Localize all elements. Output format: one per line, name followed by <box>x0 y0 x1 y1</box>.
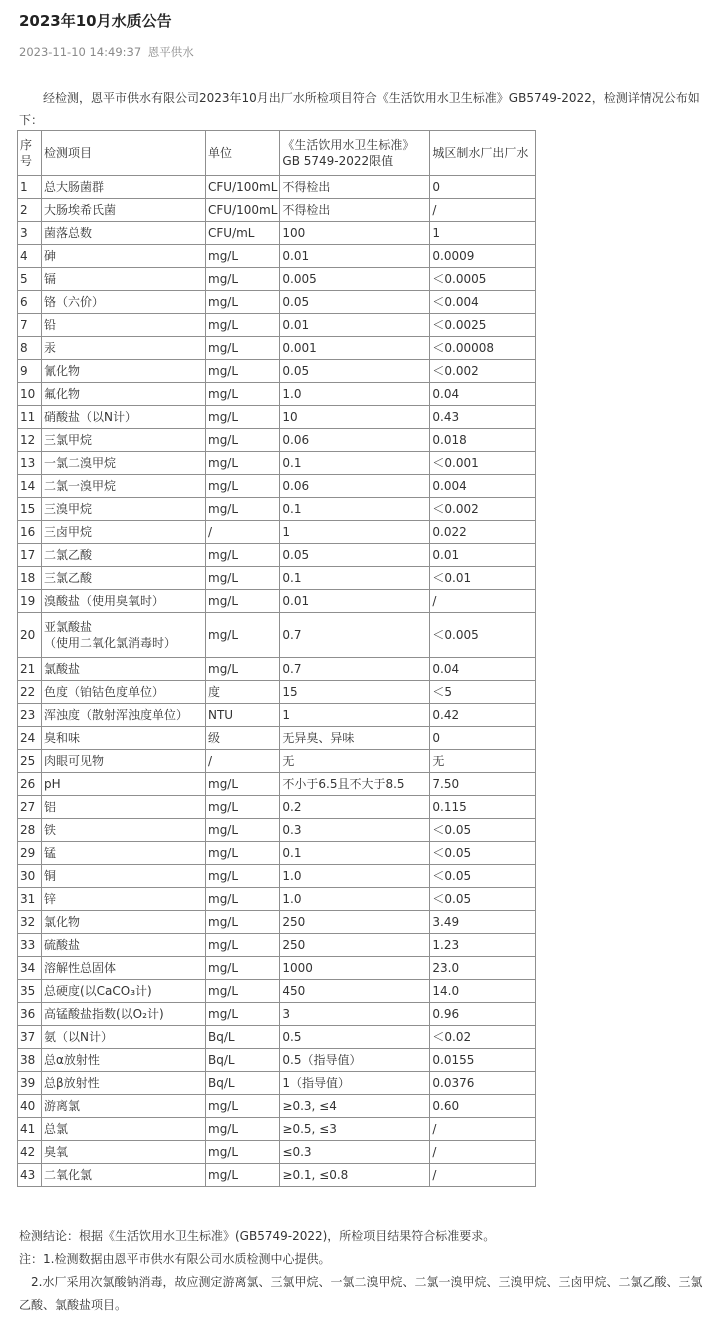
cell-unit: Bq/L <box>206 1072 280 1095</box>
cell-item: 氨（以N计） <box>42 1026 206 1049</box>
cell-no: 31 <box>18 888 42 911</box>
publish-date: 2023-11-10 14:49:37 <box>19 45 142 59</box>
header-item: 检测项目 <box>42 131 206 176</box>
cell-result: 23.0 <box>430 957 536 980</box>
cell-limit: 1 <box>280 521 430 544</box>
cell-no: 41 <box>18 1118 42 1141</box>
cell-unit: mg/L <box>206 429 280 452</box>
cell-limit: 0.05 <box>280 544 430 567</box>
table-row <box>18 1072 536 1095</box>
table-row <box>18 222 536 245</box>
cell-limit: 250 <box>280 934 430 957</box>
cell-item: 氰化物 <box>42 360 206 383</box>
cell-unit: CFU/100mL <box>206 199 280 222</box>
cell-limit: 0.1 <box>280 842 430 865</box>
table-row <box>18 291 536 314</box>
cell-item: 二氧化氯 <box>42 1164 206 1187</box>
header-result: 城区制水厂出厂水 <box>430 131 536 176</box>
cell-unit: mg/L <box>206 314 280 337</box>
cell-result: 1.23 <box>430 934 536 957</box>
cell-unit: mg/L <box>206 360 280 383</box>
table-row <box>18 544 536 567</box>
cell-no: 39 <box>18 1072 42 1095</box>
cell-result: ＜0.05 <box>430 819 536 842</box>
cell-no: 21 <box>18 658 42 681</box>
cell-result: 0.004 <box>430 475 536 498</box>
table-row <box>18 796 536 819</box>
cell-unit: mg/L <box>206 406 280 429</box>
cell-item: 锰 <box>42 842 206 865</box>
table-row <box>18 452 536 475</box>
cell-limit: 3 <box>280 1003 430 1026</box>
cell-limit: 0.7 <box>280 658 430 681</box>
article-meta <box>19 44 194 60</box>
cell-item: 氟化物 <box>42 383 206 406</box>
cell-unit: mg/L <box>206 865 280 888</box>
cell-result: / <box>430 1141 536 1164</box>
cell-no: 36 <box>18 1003 42 1026</box>
table-row <box>18 1118 536 1141</box>
cell-item-line2: （使用二氧化氯消毒时） <box>44 636 177 650</box>
cell-item: 镉 <box>42 268 206 291</box>
cell-no: 33 <box>18 934 42 957</box>
cell-unit: / <box>206 750 280 773</box>
table-row <box>18 314 536 337</box>
cell-unit: mg/L <box>206 796 280 819</box>
cell-limit: 0.05 <box>280 360 430 383</box>
table-row <box>18 590 536 613</box>
cell-item: 铝 <box>42 796 206 819</box>
cell-result: 0.01 <box>430 544 536 567</box>
cell-result: / <box>430 199 536 222</box>
table-row <box>18 842 536 865</box>
cell-unit: mg/L <box>206 337 280 360</box>
cell-limit: 0.5 <box>280 1026 430 1049</box>
cell-unit: mg/L <box>206 934 280 957</box>
cell-result: 0.0155 <box>430 1049 536 1072</box>
table-body <box>18 176 536 1187</box>
table-row <box>18 773 536 796</box>
cell-no: 34 <box>18 957 42 980</box>
cell-item: 二氯一溴甲烷 <box>42 475 206 498</box>
table-row <box>18 934 536 957</box>
table-row <box>18 681 536 704</box>
cell-item: 铬（六价） <box>42 291 206 314</box>
cell-unit: mg/L <box>206 842 280 865</box>
table-row <box>18 199 536 222</box>
cell-item: 铅 <box>42 314 206 337</box>
cell-item: 三氯乙酸 <box>42 567 206 590</box>
cell-result: 0.018 <box>430 429 536 452</box>
table-row <box>18 980 536 1003</box>
cell-limit: 0.5（指导值） <box>280 1049 430 1072</box>
table-row <box>18 819 536 842</box>
cell-unit: mg/L <box>206 567 280 590</box>
table-header-row <box>18 131 536 176</box>
cell-no: 5 <box>18 268 42 291</box>
cell-unit: mg/L <box>206 888 280 911</box>
table-row <box>18 727 536 750</box>
cell-limit: 1.0 <box>280 888 430 911</box>
note-2: 2.水厂采用次氯酸钠消毒，故应测定游离氯、三氯甲烷、一氯二溴甲烷、二氯一溴甲烷、三溴甲烷、三卤甲烷、二氯乙酸、三氯乙酸、氯酸盐项目。 <box>19 1275 703 1312</box>
cell-item: 总α放射性 <box>42 1049 206 1072</box>
cell-item: 臭和味 <box>42 727 206 750</box>
cell-no: 16 <box>18 521 42 544</box>
cell-unit: NTU <box>206 704 280 727</box>
cell-no: 28 <box>18 819 42 842</box>
cell-result: ＜0.02 <box>430 1026 536 1049</box>
cell-limit: 0.06 <box>280 475 430 498</box>
header-unit: 单位 <box>206 131 280 176</box>
cell-result: 0.42 <box>430 704 536 727</box>
cell-no: 7 <box>18 314 42 337</box>
cell-no: 12 <box>18 429 42 452</box>
table-row <box>18 360 536 383</box>
cell-limit: 0.005 <box>280 268 430 291</box>
cell-unit: mg/L <box>206 268 280 291</box>
cell-item: 总硬度(以CaCO₃计) <box>42 980 206 1003</box>
cell-result: 0.115 <box>430 796 536 819</box>
cell-unit: / <box>206 521 280 544</box>
cell-result: 无 <box>430 750 536 773</box>
cell-item: 高锰酸盐指数(以O₂计) <box>42 1003 206 1026</box>
cell-limit: 0.7 <box>280 613 430 658</box>
header-limit-line2: GB 5749-2022限值 <box>282 154 394 168</box>
cell-limit: 100 <box>280 222 430 245</box>
table-row <box>18 750 536 773</box>
cell-result: ＜5 <box>430 681 536 704</box>
cell-result: ＜0.004 <box>430 291 536 314</box>
cell-result: / <box>430 1118 536 1141</box>
cell-no: 6 <box>18 291 42 314</box>
cell-no: 35 <box>18 980 42 1003</box>
cell-item: 臭氧 <box>42 1141 206 1164</box>
cell-limit: 0.05 <box>280 291 430 314</box>
header-no: 序号 <box>18 131 42 176</box>
table-row <box>18 613 536 658</box>
cell-no: 17 <box>18 544 42 567</box>
cell-no: 2 <box>18 199 42 222</box>
header-limit <box>280 131 430 176</box>
table-row <box>18 406 536 429</box>
table-row <box>18 911 536 934</box>
cell-no: 19 <box>18 590 42 613</box>
cell-unit: mg/L <box>206 658 280 681</box>
cell-unit: Bq/L <box>206 1049 280 1072</box>
cell-result: 3.49 <box>430 911 536 934</box>
cell-result: 0.022 <box>430 521 536 544</box>
cell-item: 三溴甲烷 <box>42 498 206 521</box>
cell-no: 1 <box>18 176 42 199</box>
cell-result: / <box>430 590 536 613</box>
cell-unit: Bq/L <box>206 1026 280 1049</box>
cell-unit: mg/L <box>206 498 280 521</box>
cell-result: 0 <box>430 727 536 750</box>
cell-result: ＜0.002 <box>430 360 536 383</box>
cell-no: 9 <box>18 360 42 383</box>
table-row <box>18 1003 536 1026</box>
cell-result: ＜0.0005 <box>430 268 536 291</box>
cell-result: 0.04 <box>430 383 536 406</box>
cell-no: 8 <box>18 337 42 360</box>
cell-limit: 0.1 <box>280 567 430 590</box>
cell-no: 22 <box>18 681 42 704</box>
cell-result: 0.96 <box>430 1003 536 1026</box>
cell-item: 总氯 <box>42 1118 206 1141</box>
cell-item: 总大肠菌群 <box>42 176 206 199</box>
cell-limit: 1.0 <box>280 383 430 406</box>
table-row <box>18 268 536 291</box>
cell-item: 浑浊度（散射浑浊度单位） <box>42 704 206 727</box>
cell-result: ＜0.001 <box>430 452 536 475</box>
cell-limit: 1（指导值） <box>280 1072 430 1095</box>
table-row <box>18 475 536 498</box>
cell-unit: mg/L <box>206 819 280 842</box>
cell-item: 汞 <box>42 337 206 360</box>
cell-item: 总β放射性 <box>42 1072 206 1095</box>
cell-limit: 0.01 <box>280 590 430 613</box>
cell-no: 26 <box>18 773 42 796</box>
cell-no: 24 <box>18 727 42 750</box>
cell-limit: 0.3 <box>280 819 430 842</box>
cell-item: 菌落总数 <box>42 222 206 245</box>
cell-no: 43 <box>18 1164 42 1187</box>
cell-limit: 0.01 <box>280 314 430 337</box>
cell-limit: 10 <box>280 406 430 429</box>
intro-paragraph: 经检测，恩平市供水有限公司2023年10月出厂水所检项目符合《生活饮用水卫生标准》GB5749-2022，检测详情况公布如下： <box>19 91 700 127</box>
cell-item: 铁 <box>42 819 206 842</box>
table-row <box>18 888 536 911</box>
cell-no: 32 <box>18 911 42 934</box>
cell-result: 0.0009 <box>430 245 536 268</box>
cell-no: 40 <box>18 1095 42 1118</box>
cell-result: ＜0.05 <box>430 888 536 911</box>
cell-limit: 0.001 <box>280 337 430 360</box>
cell-result: 7.50 <box>430 773 536 796</box>
table-row <box>18 1095 536 1118</box>
cell-item: 色度（铂钴色度单位） <box>42 681 206 704</box>
cell-no: 13 <box>18 452 42 475</box>
footer-notes <box>19 1225 714 1317</box>
cell-unit: mg/L <box>206 957 280 980</box>
cell-result: ＜0.002 <box>430 498 536 521</box>
cell-no: 3 <box>18 222 42 245</box>
table-row <box>18 1026 536 1049</box>
table-row <box>18 658 536 681</box>
table-row <box>18 176 536 199</box>
cell-unit: mg/L <box>206 613 280 658</box>
cell-result: / <box>430 1164 536 1187</box>
table-row <box>18 957 536 980</box>
cell-limit: 250 <box>280 911 430 934</box>
cell-item: 溴酸盐（使用臭氧时） <box>42 590 206 613</box>
cell-limit: 450 <box>280 980 430 1003</box>
table-row <box>18 1164 536 1187</box>
cell-limit: 无异臭、异味 <box>280 727 430 750</box>
cell-item: 游离氯 <box>42 1095 206 1118</box>
cell-result: 1 <box>430 222 536 245</box>
cell-result: 0.43 <box>430 406 536 429</box>
cell-no: 11 <box>18 406 42 429</box>
cell-item: 氯酸盐 <box>42 658 206 681</box>
cell-item-line1: 亚氯酸盐 <box>44 620 93 634</box>
cell-unit: mg/L <box>206 291 280 314</box>
cell-unit: mg/L <box>206 1095 280 1118</box>
cell-result: ＜0.005 <box>430 613 536 658</box>
cell-result: ＜0.00008 <box>430 337 536 360</box>
cell-unit: mg/L <box>206 1164 280 1187</box>
cell-item: 溶解性总固体 <box>42 957 206 980</box>
cell-no: 14 <box>18 475 42 498</box>
cell-result: ＜0.05 <box>430 865 536 888</box>
cell-limit: 0.1 <box>280 498 430 521</box>
cell-no: 18 <box>18 567 42 590</box>
cell-limit: 不小于6.5且不大于8.5 <box>280 773 430 796</box>
cell-result: ＜0.05 <box>430 842 536 865</box>
cell-no: 25 <box>18 750 42 773</box>
cell-unit: mg/L <box>206 383 280 406</box>
table-row <box>18 337 536 360</box>
cell-unit: 级 <box>206 727 280 750</box>
cell-item: 铜 <box>42 865 206 888</box>
cell-item <box>42 613 206 658</box>
cell-no: 23 <box>18 704 42 727</box>
cell-unit: mg/L <box>206 1118 280 1141</box>
cell-unit: 度 <box>206 681 280 704</box>
cell-item: 硫酸盐 <box>42 934 206 957</box>
cell-limit: 0.2 <box>280 796 430 819</box>
cell-unit: mg/L <box>206 1003 280 1026</box>
cell-unit: mg/L <box>206 245 280 268</box>
cell-no: 37 <box>18 1026 42 1049</box>
cell-limit: 不得检出 <box>280 199 430 222</box>
cell-limit: 不得检出 <box>280 176 430 199</box>
cell-item: 三氯甲烷 <box>42 429 206 452</box>
cell-result: ＜0.0025 <box>430 314 536 337</box>
cell-item: 硝酸盐（以N计） <box>42 406 206 429</box>
cell-limit: 0.1 <box>280 452 430 475</box>
cell-no: 27 <box>18 796 42 819</box>
table-row <box>18 245 536 268</box>
cell-no: 10 <box>18 383 42 406</box>
table-row <box>18 498 536 521</box>
cell-unit: mg/L <box>206 911 280 934</box>
cell-unit: CFU/mL <box>206 222 280 245</box>
cell-no: 4 <box>18 245 42 268</box>
table-row <box>18 383 536 406</box>
cell-no: 42 <box>18 1141 42 1164</box>
cell-limit: 1000 <box>280 957 430 980</box>
table-row <box>18 1141 536 1164</box>
cell-limit: 1 <box>280 704 430 727</box>
cell-item: pH <box>42 773 206 796</box>
cell-result: 0.04 <box>430 658 536 681</box>
cell-limit: 1.0 <box>280 865 430 888</box>
cell-no: 30 <box>18 865 42 888</box>
table-row <box>18 429 536 452</box>
table-row <box>18 567 536 590</box>
table-row <box>18 521 536 544</box>
cell-unit: mg/L <box>206 1141 280 1164</box>
cell-no: 38 <box>18 1049 42 1072</box>
table-row <box>18 704 536 727</box>
header-limit-line1: 《生活饮用水卫生标准》 <box>282 138 415 152</box>
water-quality-table <box>17 130 536 1187</box>
cell-unit: mg/L <box>206 773 280 796</box>
table-row <box>18 865 536 888</box>
cell-limit: ≤0.3 <box>280 1141 430 1164</box>
cell-result: ＜0.01 <box>430 567 536 590</box>
cell-unit: mg/L <box>206 590 280 613</box>
note-1: 注：1.检测数据由恩平市供水有限公司水质检测中心提供。 <box>19 1252 331 1266</box>
cell-limit: 0.01 <box>280 245 430 268</box>
cell-limit: 无 <box>280 750 430 773</box>
cell-no: 15 <box>18 498 42 521</box>
cell-result: 0.0376 <box>430 1072 536 1095</box>
cell-item: 锌 <box>42 888 206 911</box>
cell-item: 氯化物 <box>42 911 206 934</box>
cell-unit: mg/L <box>206 452 280 475</box>
cell-no: 20 <box>18 613 42 658</box>
table-row <box>18 1049 536 1072</box>
cell-unit: CFU/100mL <box>206 176 280 199</box>
conclusion-text: 检测结论：根据《生活饮用水卫生标准》(GB5749-2022)，所检项目结果符合标准要求。 <box>19 1229 496 1243</box>
cell-unit: mg/L <box>206 475 280 498</box>
cell-item: 一氯二溴甲烷 <box>42 452 206 475</box>
cell-unit: mg/L <box>206 544 280 567</box>
cell-limit: ≥0.1, ≤0.8 <box>280 1164 430 1187</box>
cell-result: 14.0 <box>430 980 536 1003</box>
author-name: 恩平供水 <box>147 45 194 59</box>
article-title: 2023年10月水质公告 <box>19 12 172 30</box>
cell-no: 29 <box>18 842 42 865</box>
cell-result: 0 <box>430 176 536 199</box>
cell-unit: mg/L <box>206 980 280 1003</box>
cell-item: 肉眼可见物 <box>42 750 206 773</box>
cell-limit: ≥0.3, ≤4 <box>280 1095 430 1118</box>
cell-limit: 0.06 <box>280 429 430 452</box>
cell-item: 大肠埃希氏菌 <box>42 199 206 222</box>
cell-result: 0.60 <box>430 1095 536 1118</box>
cell-item: 二氯乙酸 <box>42 544 206 567</box>
cell-limit: ≥0.5, ≤3 <box>280 1118 430 1141</box>
cell-limit: 15 <box>280 681 430 704</box>
cell-item: 砷 <box>42 245 206 268</box>
cell-item: 三卤甲烷 <box>42 521 206 544</box>
